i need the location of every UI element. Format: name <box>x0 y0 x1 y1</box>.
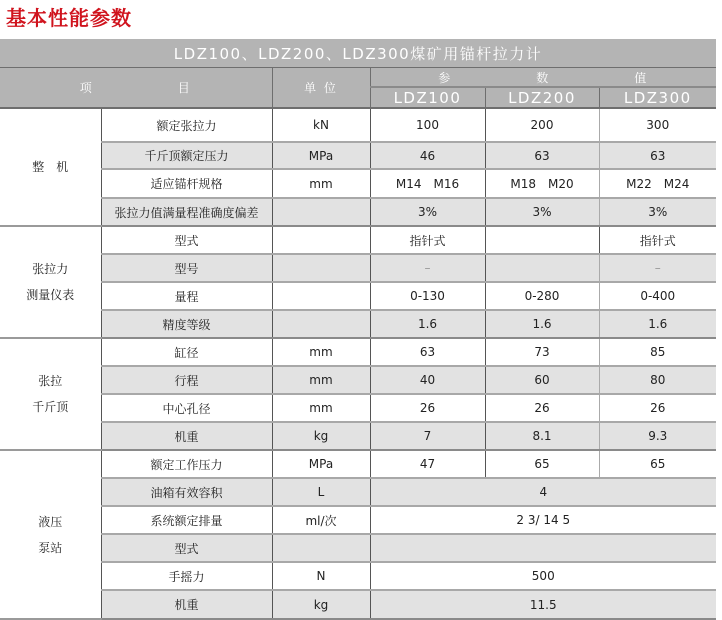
item-label: 精度等级 <box>101 310 272 338</box>
value-ldz100: 47 <box>370 450 485 478</box>
value-ldz300: 300 <box>599 108 716 142</box>
value-ldz100: 3% <box>370 198 485 226</box>
table-row <box>0 590 716 619</box>
group-label-line: 测量仪表 <box>26 288 75 302</box>
item-label: 型式 <box>101 226 272 254</box>
table-row <box>0 142 716 169</box>
value-ldz100: M14 M16 <box>370 169 485 198</box>
unit-cell: mm <box>272 169 370 198</box>
value-ldz100: 7 <box>370 422 485 450</box>
header-item: 项 目 <box>0 68 272 109</box>
value-ldz100: 1.6 <box>370 310 485 338</box>
value-ldz300: 65 <box>599 450 716 478</box>
unit-cell: mm <box>272 394 370 422</box>
value-ldz200 <box>485 226 599 254</box>
unit-cell <box>272 310 370 338</box>
item-label: 系统额定排量 <box>101 506 272 534</box>
value-ldz200: 3% <box>485 198 599 226</box>
value-merged: 2 3/ 14 5 <box>370 506 716 534</box>
value-ldz300: 1.6 <box>599 310 716 338</box>
value-ldz300: – <box>599 254 716 282</box>
unit-cell: MPa <box>272 142 370 169</box>
value-ldz100: 26 <box>370 394 485 422</box>
table-row <box>0 169 716 198</box>
item-label: 手摇力 <box>101 562 272 590</box>
value-merged: 11.5 <box>370 590 716 619</box>
value-ldz300: 0-400 <box>599 282 716 310</box>
value-ldz200: M18 M20 <box>485 169 599 198</box>
value-ldz200: 0-280 <box>485 282 599 310</box>
value-ldz100: 指针式 <box>370 226 485 254</box>
item-label: 机重 <box>101 422 272 450</box>
value-ldz200: 1.6 <box>485 310 599 338</box>
table-row <box>0 394 716 422</box>
item-label: 机重 <box>101 590 272 619</box>
unit-cell: ml/次 <box>272 506 370 534</box>
table-row <box>0 534 716 562</box>
item-label: 行程 <box>101 366 272 394</box>
value-ldz200: 63 <box>485 142 599 169</box>
group-label-line: 液压 <box>38 514 63 529</box>
group-label-line: 泵站 <box>38 540 63 555</box>
item-label: 张拉力值满量程准确度偏差 <box>101 198 272 226</box>
value-merged: 500 <box>370 562 716 590</box>
item-label: 千斤顶额定压力 <box>101 142 272 169</box>
group-label-line: 张拉力 <box>32 262 69 276</box>
table-row <box>0 310 716 338</box>
table-title: LDZ100、LDZ200、LDZ300煤矿用锚杆拉力计 <box>0 39 716 68</box>
value-ldz200: 200 <box>485 108 599 142</box>
group-label-whole-machine: 整 机 <box>0 108 101 226</box>
value-ldz300: M22 M24 <box>599 169 716 198</box>
spec-table <box>0 39 716 620</box>
table-row <box>0 226 716 254</box>
header-params: 参 数 值 <box>370 68 716 88</box>
value-ldz300: 指针式 <box>599 226 716 254</box>
header-unit: 单 位 <box>272 68 370 109</box>
group-label-line: 千斤顶 <box>32 400 69 414</box>
value-ldz100: – <box>370 254 485 282</box>
value-ldz200: 60 <box>485 366 599 394</box>
table-row <box>0 478 716 506</box>
unit-cell: kN <box>272 108 370 142</box>
value-ldz200: 26 <box>485 394 599 422</box>
unit-cell: N <box>272 562 370 590</box>
group-label-line: 张拉 <box>38 374 63 388</box>
table-row <box>0 338 716 366</box>
value-ldz200 <box>485 254 599 282</box>
item-label: 量程 <box>101 282 272 310</box>
value-ldz200: 8.1 <box>485 422 599 450</box>
item-label: 额定张拉力 <box>101 108 272 142</box>
value-ldz300: 9.3 <box>599 422 716 450</box>
item-label: 型式 <box>101 534 272 562</box>
value-ldz300: 26 <box>599 394 716 422</box>
unit-cell: mm <box>272 366 370 394</box>
unit-cell: kg <box>272 422 370 450</box>
value-ldz300: 3% <box>599 198 716 226</box>
item-label: 缸径 <box>101 338 272 366</box>
item-label: 中心孔径 <box>101 394 272 422</box>
table-row <box>0 450 716 478</box>
value-merged: 4 <box>370 478 716 506</box>
unit-cell: L <box>272 478 370 506</box>
value-ldz100: 46 <box>370 142 485 169</box>
value-ldz100: 100 <box>370 108 485 142</box>
unit-cell <box>272 534 370 562</box>
unit-cell <box>272 226 370 254</box>
header-model-ldz200: LDZ200 <box>485 87 599 108</box>
group-label-jack <box>0 338 101 450</box>
value-ldz100: 40 <box>370 366 485 394</box>
group-label-pump-station <box>0 450 101 619</box>
group-label-gauge <box>0 226 101 338</box>
value-ldz300: 63 <box>599 142 716 169</box>
value-ldz200: 73 <box>485 338 599 366</box>
table-row <box>0 108 716 142</box>
item-label: 额定工作压力 <box>101 450 272 478</box>
value-ldz300: 80 <box>599 366 716 394</box>
value-ldz300: 85 <box>599 338 716 366</box>
unit-cell: kg <box>272 590 370 619</box>
value-merged <box>370 534 716 562</box>
unit-cell <box>272 254 370 282</box>
unit-cell: mm <box>272 338 370 366</box>
unit-cell <box>272 198 370 226</box>
table-row <box>0 366 716 394</box>
table-row <box>0 198 716 226</box>
table-row <box>0 506 716 534</box>
table-row <box>0 282 716 310</box>
header-model-ldz100: LDZ100 <box>370 87 485 108</box>
table-row <box>0 254 716 282</box>
page-title: 基本性能参数 <box>6 6 132 30</box>
table-row <box>0 562 716 590</box>
unit-cell <box>272 282 370 310</box>
unit-cell: MPa <box>272 450 370 478</box>
item-label: 油箱有效容积 <box>101 478 272 506</box>
value-ldz100: 63 <box>370 338 485 366</box>
item-label: 适应锚杆规格 <box>101 169 272 198</box>
value-ldz200: 65 <box>485 450 599 478</box>
item-label: 型号 <box>101 254 272 282</box>
table-row <box>0 422 716 450</box>
header-model-ldz300: LDZ300 <box>599 87 716 108</box>
value-ldz100: 0-130 <box>370 282 485 310</box>
